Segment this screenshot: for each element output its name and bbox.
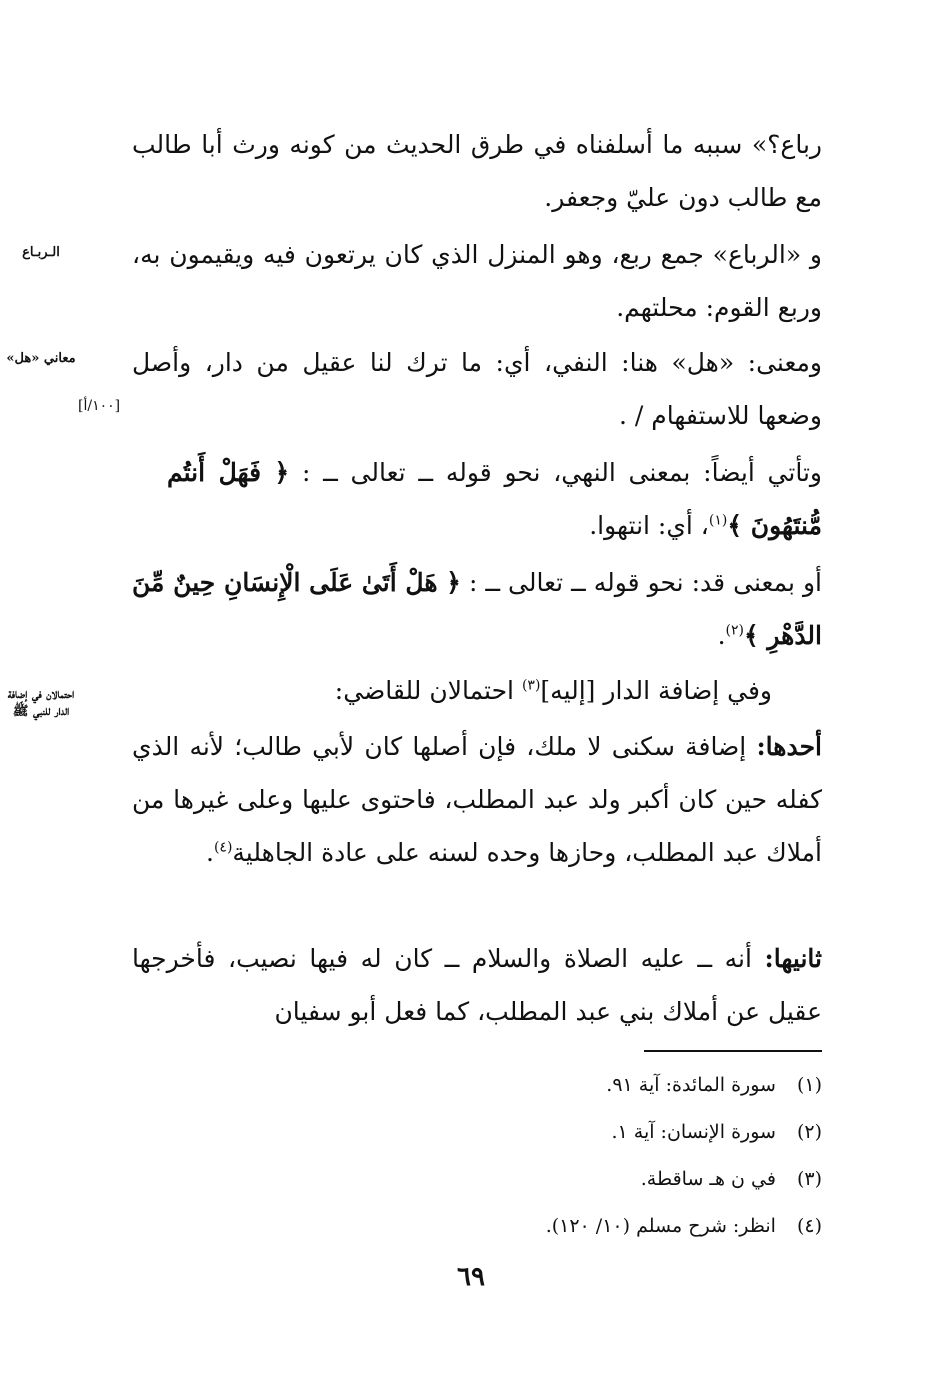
footnote-item	[122, 1203, 822, 1250]
footnote-ref-4: (٤)	[213, 839, 233, 856]
paragraph-7	[132, 720, 822, 879]
footnote-item	[122, 1109, 822, 1156]
margin-note-hal: معاني «هل»	[6, 351, 76, 366]
paragraph-1	[132, 118, 822, 224]
manuscript-folio-ref: [١٠٠/أ]	[78, 398, 121, 414]
paragraph-8	[132, 932, 822, 1038]
paragraph-1-text: رباع؟» سببه ما أسلفناه في طرق الحديث من كونه ورث أبا طالب مع طالب دون عليّ وجعفر.	[132, 130, 822, 212]
paragraph-4	[167, 446, 822, 552]
paragraph-7-end: .	[205, 838, 214, 867]
footnote-divider	[644, 1050, 822, 1052]
paragraph-5-lead: أو بمعنى قد: نحو قوله ــ تعالى ــ :	[468, 568, 822, 597]
paragraph-6	[132, 664, 772, 717]
paragraph-6-tail: احتمالان للقاضي:	[334, 676, 522, 705]
paragraph-6-lead: وفي إضافة الدار [إليه]	[540, 676, 772, 705]
footnote-number: (٤)	[796, 1215, 822, 1237]
first-opinion-label: أحدها:	[756, 732, 822, 761]
footnote-number: (٢)	[796, 1121, 822, 1143]
footnote-item	[122, 1062, 822, 1109]
footnote-text: انظر: شرح مسلم (١٠/ ١٢٠).	[545, 1215, 776, 1237]
footnote-ref-3: (٣)	[521, 677, 541, 694]
footnote-number: (١)	[796, 1074, 822, 1096]
second-opinion-label: ثانيها:	[764, 944, 822, 973]
footnote-item	[122, 1156, 822, 1203]
paragraph-5	[132, 556, 822, 662]
paragraph-4-tail: ، أي: انتهوا.	[589, 511, 709, 540]
footnote-number: (٣)	[796, 1168, 822, 1190]
footnote-ref-2: (٢)	[725, 622, 744, 639]
paragraph-4-lead: وتأتي أيضاً: بمعنى النهي، نحو قوله ــ تعالى ــ :	[301, 458, 822, 487]
margin-note-rubaa: الـربـاع	[22, 245, 60, 260]
footnote-text: سورة المائدة: آية ٩١.	[606, 1074, 776, 1096]
paragraph-8-text: أنه ــ عليه الصلاة والسلام ــ كان له فيها نصيب، فأخرجها عقيل عن أملاك بني عبد المطلب، كما فعل أبو سفيان	[132, 944, 822, 1026]
paragraph-3-text: ومعنى: «هل» هنا: النفي، أي: ما ترك لنا عقيل من دار، وأصل وضعها للاستفهام / .	[132, 348, 822, 430]
footnote-text: في ن هـ ساقطة.	[640, 1168, 776, 1190]
paragraph-3	[132, 336, 822, 442]
paragraph-2-text: و «الرباع» جمع ربع، وهو المنزل الذي كان يرتعون فيه ويقيمون به، وربع القوم: محلتهم.	[132, 240, 822, 322]
margin-note-ihtimalan: احتمالان في إضافة الدار للنبي ﷺ	[7, 687, 75, 719]
paragraph-5-tail: .	[717, 621, 726, 650]
quran-verse-2: ﴿ هَلْ أَتَىٰ عَلَى الْإِنسَانِ حِينٌ مِّنَ الدَّهْرِ ﴾	[132, 568, 822, 650]
paragraph-2	[132, 228, 822, 334]
quran-verse-1: ﴿ فَهَلْ أَنتُم مُّنتَهُونَ ﴾	[167, 458, 822, 540]
footnote-ref-1: (١)	[708, 512, 728, 529]
footnote-text: سورة الإنسان: آية ١.	[611, 1121, 776, 1143]
paragraph-7-text: إضافة سكنى لا ملك، فإن أصلها كان لأبي طالب؛ لأنه الذي كفله حين كان أكبر ولد عبد المطلب، فاحتوى عليها وعلى غيرها من أملاك عبد المطلب، وحازها وحده لسنه على عادة الجاهلية	[132, 732, 822, 867]
footnotes-list	[122, 1062, 822, 1250]
page-number: ٦٩	[457, 1262, 485, 1292]
